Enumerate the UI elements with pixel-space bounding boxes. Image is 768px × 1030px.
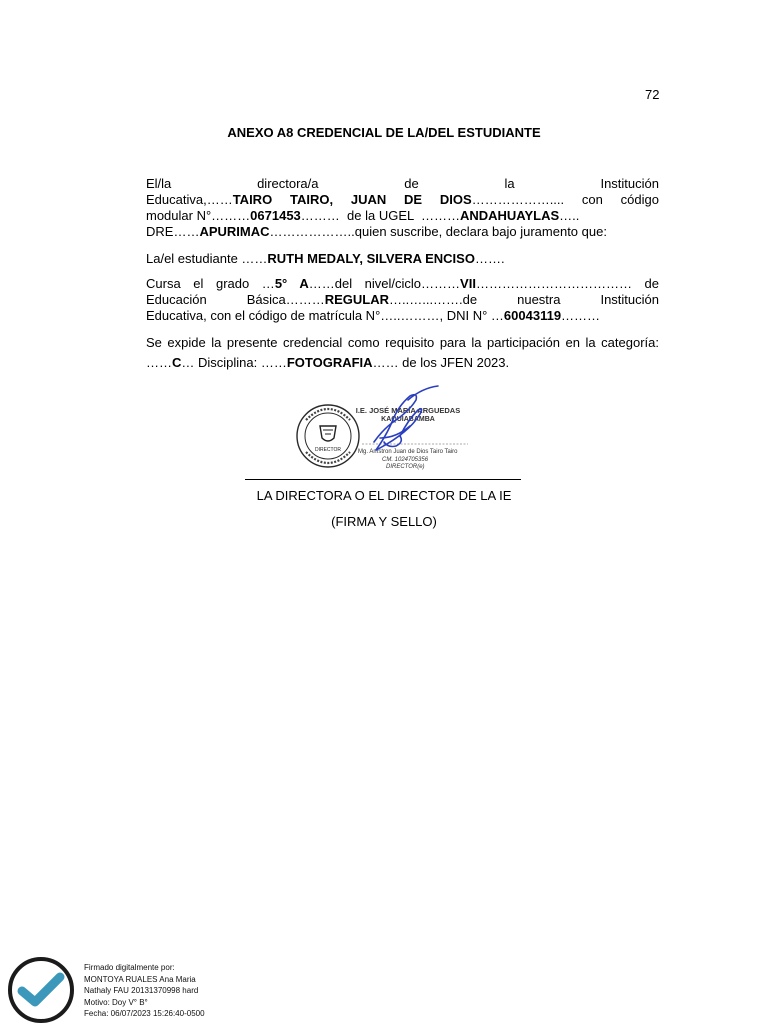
- institution-name: TAIRO TAIRO, JUAN DE DIOS: [232, 192, 472, 207]
- issuance-paragraph: Se expide la presente credencial como requisito para la participación en la categoría: ……C… Disciplina: ……FOTOGRAFIA…… de los JFEN 2023.: [146, 335, 659, 370]
- cycle: VII: [460, 276, 476, 291]
- svg-text:DIRECTOR: DIRECTOR: [314, 447, 342, 453]
- declaration-line-1: El/la directora/a de la Institución: [146, 176, 659, 191]
- round-stamp: [297, 405, 359, 467]
- seal-header: I.E. JOSÉ MARÍA ARGUEDAS: [355, 406, 461, 415]
- signature-subcaption: (FIRMA Y SELLO): [331, 514, 437, 529]
- enrollment-line-2: Educación Básica………REGULAR…..…...…….de nuestra Institución: [146, 292, 659, 307]
- signer-id: CM. 1024705356: [382, 457, 429, 463]
- declaration-line-4: DRE……APURIMAC………………..quien suscribe, declara bajo juramento que:: [146, 224, 607, 239]
- declaration-paragraph: [146, 176, 659, 240]
- declaration-line-3: modular N°………0671453……… de la UGEL ………ANDAHUAYLAS…..: [146, 208, 580, 223]
- document-title: ANEXO A8 CREDENCIAL DE LA/DEL ESTUDIANTE: [227, 125, 541, 140]
- modality: REGULAR: [324, 292, 389, 307]
- declaration-line-2: Educativa,……TAIRO TAIRO, JUAN DE DIOS……………….... con código: [146, 192, 659, 207]
- enrollment-line-3: Educativa, con el código de matrícula N°…..………, DNI N° …60043119………: [146, 308, 601, 323]
- signature-seal-graphic: [292, 380, 472, 480]
- signature-line: [245, 479, 521, 480]
- student-paragraph: La/el estudiante ……RUTH MEDALY, SILVERA ENCISO…….: [146, 251, 505, 266]
- page-number: 72: [645, 87, 660, 102]
- dni-number: 60043119: [503, 308, 562, 323]
- ugel-name: ANDAHUAYLAS: [459, 208, 560, 223]
- category: C: [172, 355, 182, 370]
- signer-role: DIRECTOR(e): [386, 464, 425, 470]
- enrollment-paragraph: [146, 276, 659, 324]
- seal-place: KAQUIABAMBA: [381, 416, 435, 423]
- discipline: FOTOGRAFIA: [286, 355, 373, 370]
- dre-name: APURIMAC: [199, 224, 270, 239]
- checkmark-badge-icon: [6, 955, 76, 1025]
- modular-code: 0671453: [250, 208, 301, 223]
- student-name: RUTH MEDALY, SILVERA ENCISO: [267, 251, 475, 266]
- grade: 5° A: [274, 276, 309, 291]
- signature-caption: LA DIRECTORA O EL DIRECTOR DE LA IE: [256, 488, 512, 503]
- signer-name: Mg. Amstron Juan de Dios Tairo Tairo: [358, 449, 458, 455]
- enrollment-line-1: Cursa el grado …5° A……del nivel/ciclo………VII……………………………… de: [146, 276, 659, 291]
- digital-signature-info: Firmado digitalmente por: MONTOYA RUALES Ana Maria Nathaly FAU 20131370998 hard Motivo: Doy V° B° Fecha: 06/07/2023 15:26:40-0500: [84, 963, 205, 1018]
- signature-and-seal: [292, 380, 472, 480]
